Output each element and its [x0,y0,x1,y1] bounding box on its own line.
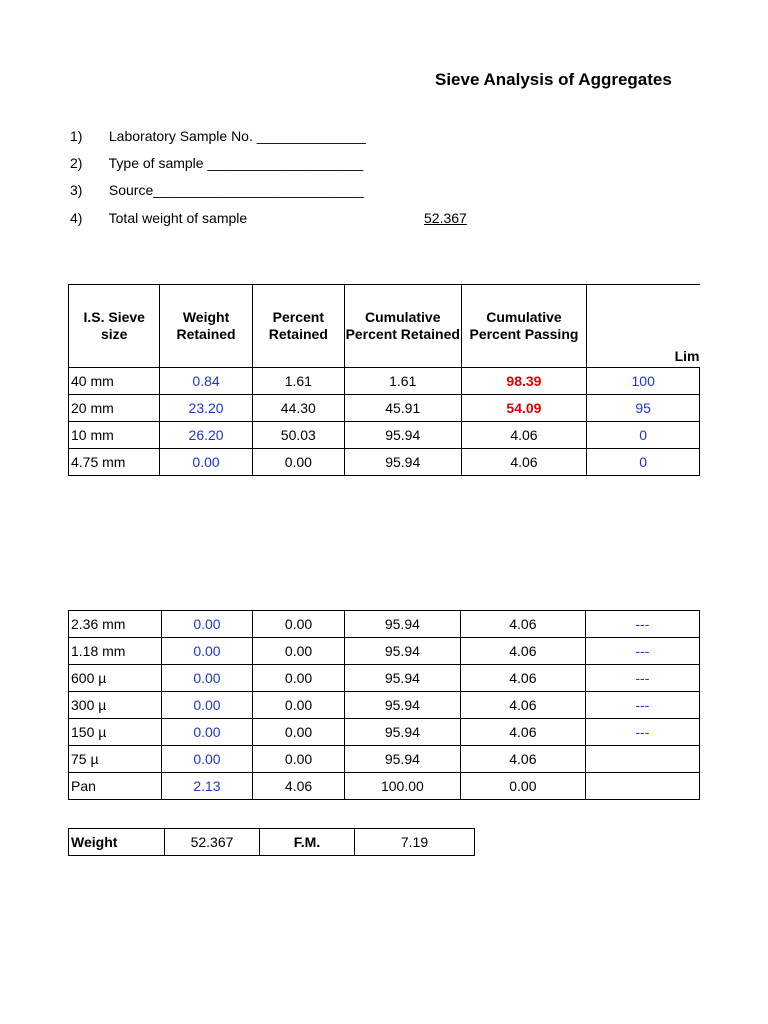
cell-percent-retained: 44.30 [252,395,344,422]
cell-cumulative-passing: 4.06 [460,665,585,692]
cell-weight-retained[interactable]: 23.20 [160,395,252,422]
cell-limit[interactable] [585,746,699,773]
cell-weight-retained[interactable]: 0.00 [161,665,253,692]
table-row [69,449,700,476]
cell-weight-retained[interactable]: 0.00 [161,719,253,746]
cell-weight-retained[interactable]: 0.84 [160,368,252,395]
table-row [69,422,700,449]
cell-cumulative-retained: 1.61 [344,368,461,395]
cell-sieve-size: 75 µ [69,746,162,773]
cell-percent-retained: 0.00 [252,449,344,476]
cell-cumulative-retained: 95.94 [344,611,460,638]
cell-percent-retained: 50.03 [252,422,344,449]
cell-cumulative-retained: 95.94 [344,665,460,692]
cell-cumulative-passing: 98.39 [461,368,587,395]
cell-cumulative-retained: 95.94 [344,638,460,665]
info-label: Total weight of sample [108,210,248,226]
info-line-type [70,155,363,171]
cell-weight-retained[interactable]: 26.20 [160,422,252,449]
weight-label: Weight [69,829,165,856]
cell-limit[interactable]: 0 [587,449,700,476]
cell-cumulative-passing: 4.06 [460,692,585,719]
cell-cumulative-retained: 95.94 [344,746,460,773]
total-weight-value: 52.367 [424,210,467,226]
cell-limit[interactable]: 100 [587,368,700,395]
cell-sieve-size: 4.75 mm [69,449,160,476]
info-number: 4) [70,210,83,226]
cell-cumulative-passing: 54.09 [461,395,587,422]
cell-limit[interactable]: --- [585,638,699,665]
table-row [69,665,700,692]
cell-cumulative-passing: 4.06 [461,422,587,449]
cell-sieve-size: Pan [69,773,162,800]
cell-weight-retained[interactable]: 0.00 [161,692,253,719]
cell-percent-retained: 0.00 [253,746,345,773]
cell-sieve-size: 10 mm [69,422,160,449]
info-number: 3) [70,182,83,198]
cell-sieve-size: 2.36 mm [69,611,162,638]
cell-weight-retained[interactable]: 0.00 [160,449,252,476]
summary-row [69,829,475,856]
cell-cumulative-retained: 45.91 [344,395,461,422]
info-label: Type of sample ____________________ [108,155,364,171]
cell-percent-retained: 0.00 [253,638,345,665]
info-line-total-weight [70,210,467,226]
header-cumulative-passing: Cumulative Percent Passing [461,285,587,368]
info-number: 1) [70,128,83,144]
cell-cumulative-passing: 4.06 [460,746,585,773]
fineness-modulus-label: F.M. [260,829,355,856]
cell-percent-retained: 4.06 [253,773,345,800]
table-row [69,773,700,800]
info-line-source [70,182,363,198]
cell-percent-retained: 0.00 [253,719,345,746]
cell-percent-retained: 0.00 [253,665,345,692]
table-row [69,368,700,395]
cell-weight-retained[interactable]: 2.13 [161,773,253,800]
cell-sieve-size: 600 µ [69,665,162,692]
cell-sieve-size: 150 µ [69,719,162,746]
cell-sieve-size: 20 mm [69,395,160,422]
info-line-sample-no [70,128,366,144]
cell-cumulative-retained: 100.00 [344,773,460,800]
cell-limit[interactable]: 0 [587,422,700,449]
summary-table [68,828,475,856]
info-label: Laboratory Sample No. ______________ [108,128,366,144]
cell-sieve-size: 300 µ [69,692,162,719]
cell-percent-retained: 0.00 [253,611,345,638]
table-row [69,746,700,773]
cell-percent-retained: 0.00 [253,692,345,719]
cell-weight-retained[interactable]: 0.00 [161,611,253,638]
cell-sieve-size: 1.18 mm [69,638,162,665]
table-row [69,638,700,665]
cell-cumulative-retained: 95.94 [344,719,460,746]
sieve-table-top [68,284,700,476]
cell-cumulative-retained: 95.94 [344,692,460,719]
cell-cumulative-retained: 95.94 [344,449,461,476]
cell-sieve-size: 40 mm [69,368,160,395]
cell-weight-retained[interactable]: 0.00 [161,746,253,773]
cell-percent-retained: 1.61 [252,368,344,395]
cell-cumulative-retained: 95.94 [344,422,461,449]
table-row [69,395,700,422]
cell-cumulative-passing: 4.06 [460,719,585,746]
info-label: Source___________________________ [108,182,364,198]
header-percent-retained: Percent Retained [252,285,344,368]
header-weight-retained: Weight Retained [160,285,252,368]
weight-value: 52.367 [165,829,260,856]
table-row [69,719,700,746]
header-cumulative-retained: Cumulative Percent Retained [344,285,461,368]
page-title: Sieve Analysis of Aggregates [435,70,672,89]
cell-cumulative-passing: 0.00 [460,773,585,800]
table-row [69,692,700,719]
cell-cumulative-passing: 4.06 [461,449,587,476]
table-row [69,611,700,638]
cell-weight-retained[interactable]: 0.00 [161,638,253,665]
sieve-table-bottom [68,610,700,800]
cell-limit[interactable]: --- [585,611,699,638]
header-limits: Lim [587,285,700,368]
info-number: 2) [70,155,83,171]
header-sieve-size: I.S. Sieve size [69,285,160,368]
cell-cumulative-passing: 4.06 [460,638,585,665]
cell-limit[interactable]: 95 [587,395,700,422]
cell-limit[interactable]: --- [585,692,699,719]
cell-limit[interactable] [585,773,699,800]
table-header-row [69,285,700,368]
fineness-modulus-value: 7.19 [355,829,475,856]
cell-limit[interactable]: --- [585,719,699,746]
cell-limit[interactable]: --- [585,665,699,692]
cell-cumulative-passing: 4.06 [460,611,585,638]
